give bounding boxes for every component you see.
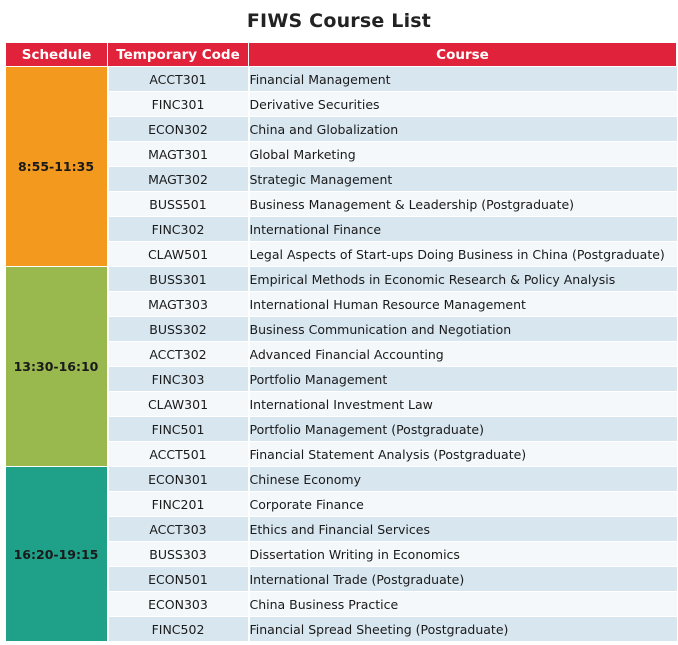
course-name-cell: Financial Statement Analysis (Postgraduate) (249, 442, 677, 467)
course-code-cell: BUSS302 (108, 317, 249, 342)
course-code-cell: FINC502 (108, 617, 249, 642)
course-name-cell: Corporate Finance (249, 492, 677, 517)
course-name-cell: Chinese Economy (249, 467, 677, 492)
course-name-cell: International Trade (Postgraduate) (249, 567, 677, 592)
course-code-cell: FINC301 (108, 92, 249, 117)
course-name-cell: Financial Spread Sheeting (Postgraduate) (249, 617, 677, 642)
course-name-cell: Strategic Management (249, 167, 677, 192)
schedule-cell: 16:20-19:15 (6, 467, 108, 642)
course-code-cell: ECON301 (108, 467, 249, 492)
schedule-header: Schedule (6, 43, 108, 67)
course-code-cell: MAGT301 (108, 142, 249, 167)
course-name-cell: Financial Management (249, 67, 677, 92)
course-code-cell: FINC302 (108, 217, 249, 242)
schedule-cell: 13:30-16:10 (6, 267, 108, 467)
course-code-cell: ECON303 (108, 592, 249, 617)
course-name-cell: Business Management & Leadership (Postgraduate) (249, 192, 677, 217)
code-header: Temporary Code (108, 43, 249, 67)
course-name-cell: China Business Practice (249, 592, 677, 617)
course-name-cell: Derivative Securities (249, 92, 677, 117)
course-name-cell: Portfolio Management (Postgraduate) (249, 417, 677, 442)
course-code-cell: ECON501 (108, 567, 249, 592)
course-table-body (6, 67, 677, 642)
course-name-cell: International Investment Law (249, 392, 677, 417)
course-code-cell: ECON302 (108, 117, 249, 142)
course-code-cell: MAGT302 (108, 167, 249, 192)
course-code-cell: FINC501 (108, 417, 249, 442)
course-code-cell: ACCT302 (108, 342, 249, 367)
course-name-cell: China and Globalization (249, 117, 677, 142)
course-code-cell: MAGT303 (108, 292, 249, 317)
page-title: FIWS Course List (246, 10, 432, 32)
table-row (6, 267, 677, 292)
course-name-cell: Ethics and Financial Services (249, 517, 677, 542)
course-code-cell: ACCT501 (108, 442, 249, 467)
course-code-cell: ACCT303 (108, 517, 249, 542)
course-code-cell: BUSS301 (108, 267, 249, 292)
course-code-cell: CLAW501 (108, 242, 249, 267)
header-row (6, 43, 677, 67)
course-name-cell: Legal Aspects of Start-ups Doing Business in China (Postgraduate) (249, 242, 677, 267)
course-code-cell: CLAW301 (108, 392, 249, 417)
course-header: Course (249, 43, 677, 67)
course-name-cell: Business Communication and Negotiation (249, 317, 677, 342)
course-code-cell: FINC201 (108, 492, 249, 517)
table-row (6, 467, 677, 492)
course-name-cell: Dissertation Writing in Economics (249, 542, 677, 567)
course-code-cell: BUSS501 (108, 192, 249, 217)
course-table (5, 42, 677, 642)
course-name-cell: Advanced Financial Accounting (249, 342, 677, 367)
course-name-cell: Portfolio Management (249, 367, 677, 392)
course-name-cell: Global Marketing (249, 142, 677, 167)
course-code-cell: ACCT301 (108, 67, 249, 92)
course-code-cell: BUSS303 (108, 542, 249, 567)
course-name-cell: International Finance (249, 217, 677, 242)
schedule-cell: 8:55-11:35 (6, 67, 108, 267)
table-row (6, 67, 677, 92)
course-name-cell: International Human Resource Management (249, 292, 677, 317)
course-code-cell: FINC303 (108, 367, 249, 392)
course-name-cell: Empirical Methods in Economic Research & Policy Analysis (249, 267, 677, 292)
